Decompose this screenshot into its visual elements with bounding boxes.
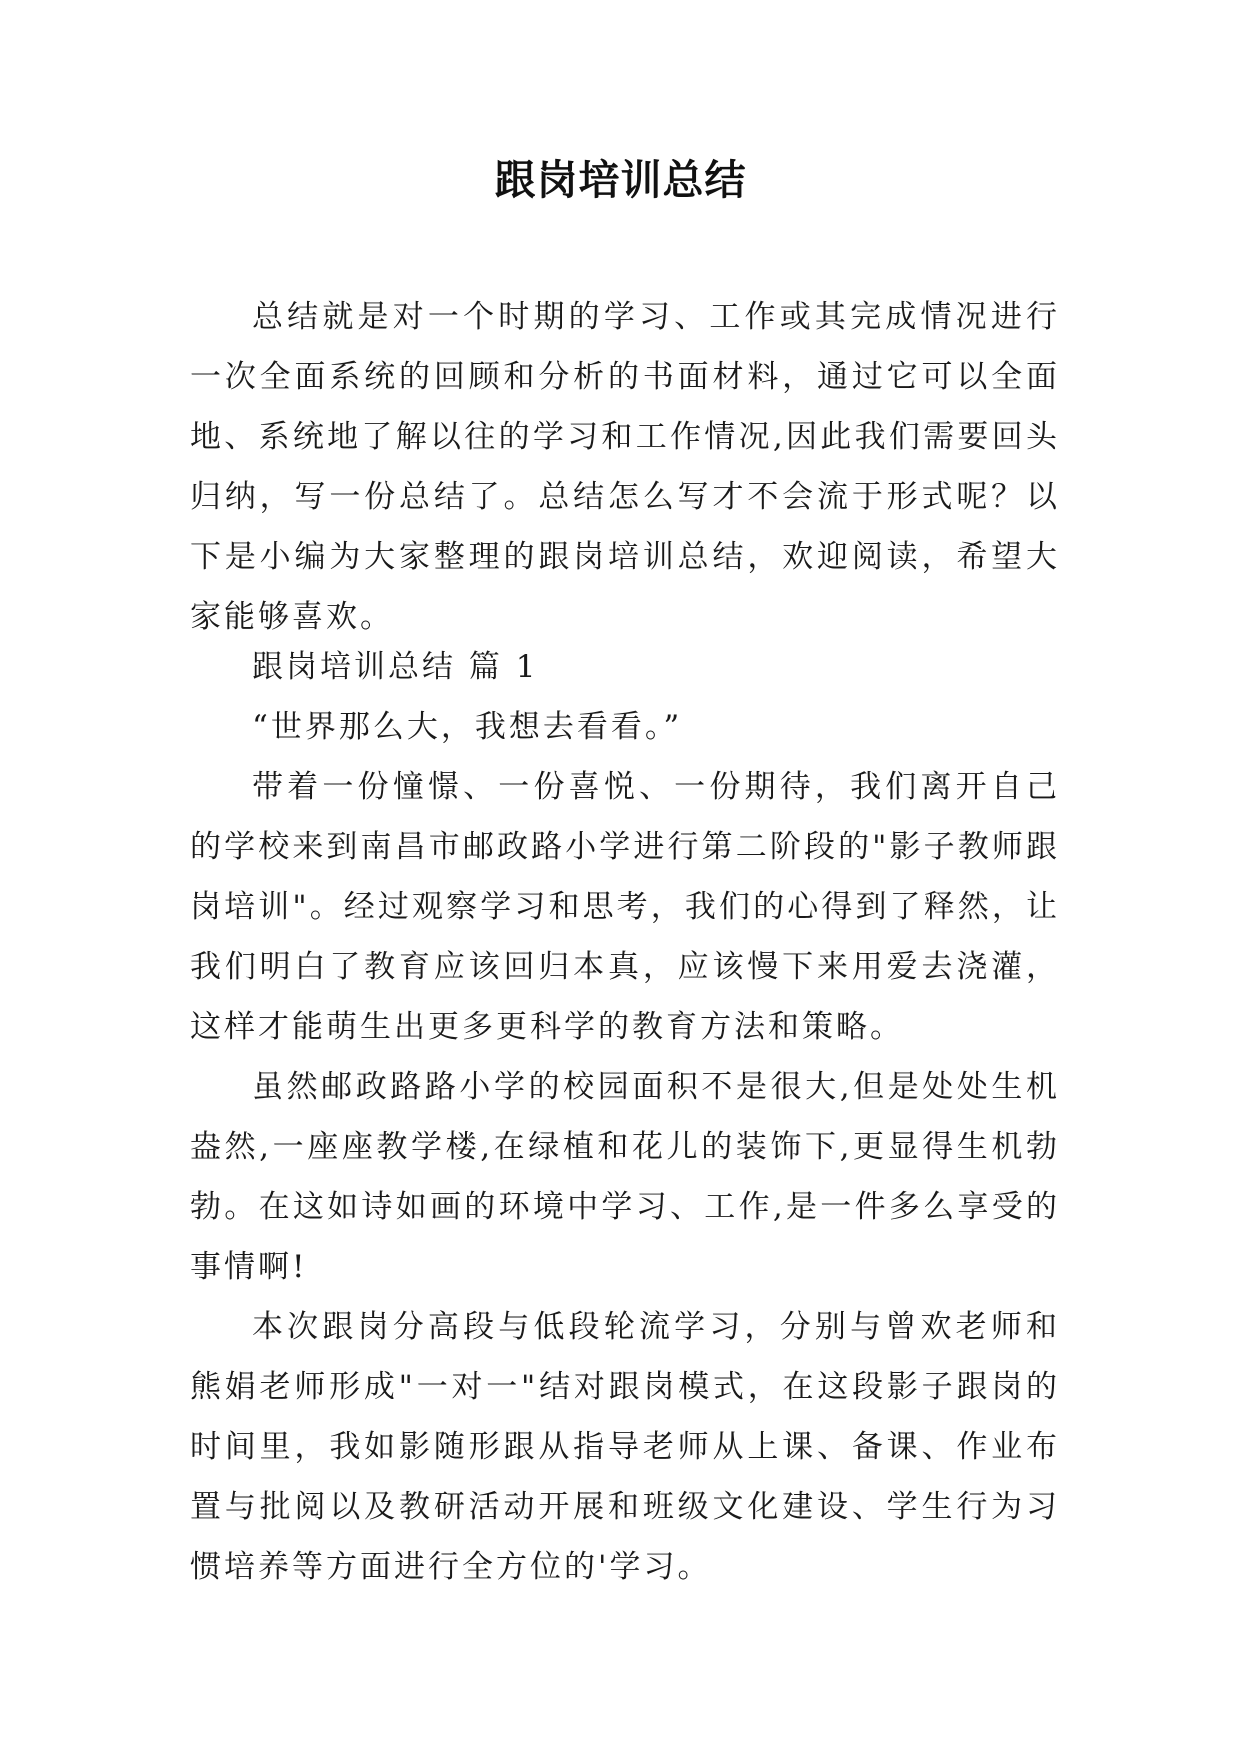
body-paragraph-4: 本次跟岗分高段与低段轮流学习，分别与曾欢老师和熊娟老师形成"一对一"结对跟岗模式，在这段影子跟岗的时间里，我如影随形跟从指导老师从上课、备课、作业布置与批阅以及教研活动开展和班级文化建设、学生行为习惯培养等方面进行全方位的'学习。 (190, 1309, 1060, 1585)
section-heading: 跟岗培训总结 篇 1 (252, 649, 539, 685)
document-title: 跟岗培训总结 (494, 156, 747, 204)
intro-block (190, 287, 1060, 647)
body-paragraph-2: 带着一份憧憬、一份喜悦、一份期待，我们离开自己的学校来到南昌市邮政路小学进行第二阶段的"影子教师跟岗培训"。经过观察学习和思考，我们的心得到了释然，让我们明白了教育应该回归本真，应该慢下来用爱去浇灌，这样才能萌生出更多更科学的教育方法和策略。 (190, 769, 1060, 1045)
intro-paragraph: 总结就是对一个时期的学习、工作或其完成情况进行一次全面系统的回顾和分析的书面材料，通过它可以全面地、系统地了解以往的学习和工作情况,因此我们需要回头归纳，写一份总结了。总结怎么写才不会流于形式呢？以下是小编为大家整理的跟岗培训总结，欢迎阅读，希望大家能够喜欢。 (190, 299, 1060, 635)
section-1 (190, 637, 1060, 1597)
body-paragraph-1: “世界那么大，我想去看看。” (252, 709, 683, 745)
body-paragraph-3: 虽然邮政路路小学的校园面积不是很大,但是处处生机盎然,一座座教学楼,在绿植和花儿的装饰下,更显得生机勃勃。在这如诗如画的环境中学习、工作,是一件多么享受的事情啊! (190, 1069, 1060, 1285)
